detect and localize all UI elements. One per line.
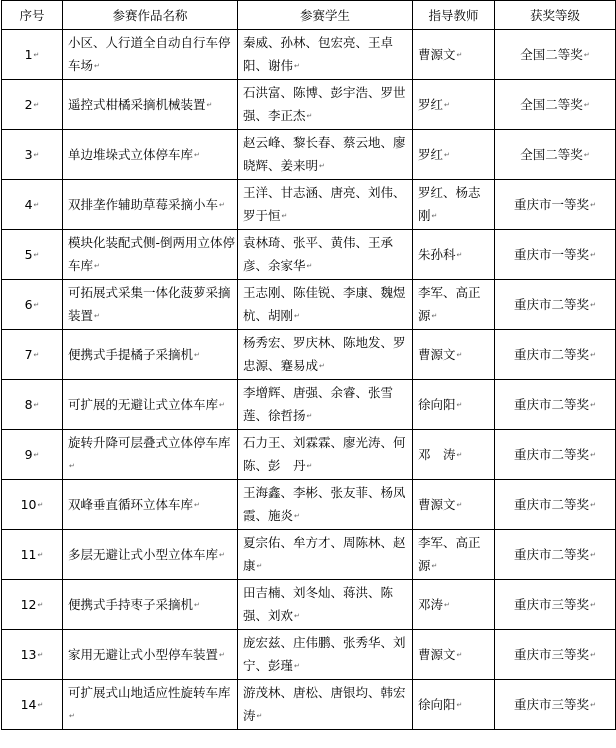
cell-index-text: 1 <box>24 46 33 62</box>
paragraph-mark-icon: ↵ <box>33 400 40 409</box>
cell-students <box>238 130 413 180</box>
paragraph-mark-icon: ↵ <box>33 450 40 459</box>
cell-name <box>63 630 238 680</box>
paragraph-mark-icon: ↵ <box>590 250 596 259</box>
cell-students <box>238 480 413 530</box>
header-index: 序号 <box>2 1 63 30</box>
cell-prize <box>495 80 616 130</box>
cell-name <box>63 380 238 430</box>
paragraph-mark-icon: ↵ <box>94 62 100 70</box>
cell-teacher-text: 罗红 <box>418 146 444 162</box>
paragraph-mark-icon: ↵ <box>33 250 40 259</box>
cell-name-text: 模块化装配式侧-倒两用立体停车库 <box>68 235 236 273</box>
cell-index-text: 14 <box>20 696 37 712</box>
cell-students-text: 秦威、孙林、包宏亮、王卓阳、谢伟 <box>243 35 394 73</box>
cell-prize <box>495 630 616 680</box>
cell-index-text: 2 <box>24 96 33 112</box>
paragraph-mark-icon: ↵ <box>456 400 463 409</box>
cell-prize-text: 重庆市三等奖 <box>514 646 590 662</box>
cell-teacher-text: 罗红、杨志刚 <box>418 185 481 223</box>
cell-index-text: 8 <box>24 396 33 412</box>
paragraph-mark-icon: ↵ <box>219 200 225 209</box>
paragraph-mark-icon: ↵ <box>583 150 590 159</box>
cell-students <box>238 330 413 380</box>
table-row <box>2 330 616 380</box>
paragraph-mark-icon: ↵ <box>219 400 225 409</box>
paragraph-mark-icon: ↵ <box>33 50 40 59</box>
table-row <box>2 680 616 730</box>
paragraph-mark-icon: ↵ <box>256 562 263 570</box>
table-row <box>2 380 616 430</box>
paragraph-mark-icon: ↵ <box>306 112 313 120</box>
paragraph-mark-icon: ↵ <box>431 312 438 320</box>
cell-students-text: 李增辉、唐强、余睿、张雪莲、徐哲扬 <box>243 385 394 423</box>
cell-index <box>2 680 63 730</box>
paragraph-mark-icon: ↵ <box>294 512 300 520</box>
cell-name <box>63 280 238 330</box>
cell-name <box>63 330 238 380</box>
cell-index-text: 11 <box>20 546 37 562</box>
cell-students <box>238 230 413 280</box>
cell-index <box>2 380 63 430</box>
cell-students <box>238 80 413 130</box>
cell-prize-text: 全国二等奖 <box>520 146 583 162</box>
cell-prize <box>495 330 616 380</box>
paragraph-mark-icon: ↵ <box>590 550 596 559</box>
paragraph-mark-icon: ↵ <box>294 62 300 70</box>
paragraph-mark-icon: ↵ <box>590 450 596 459</box>
cell-prize <box>495 180 616 230</box>
cell-index <box>2 480 63 530</box>
cell-students <box>238 180 413 230</box>
paragraph-mark-icon: ↵ <box>37 700 44 709</box>
paragraph-mark-icon: ↵ <box>583 50 590 59</box>
cell-name <box>63 430 238 480</box>
table-row <box>2 530 616 580</box>
header-name: 参赛作品名称 <box>63 1 238 30</box>
cell-name <box>63 80 238 130</box>
paragraph-mark-icon: ↵ <box>431 562 438 570</box>
cell-index-text: 13 <box>20 646 37 662</box>
cell-teacher-text: 罗红 <box>418 96 444 112</box>
cell-teacher <box>413 180 495 230</box>
paragraph-mark-icon: ↵ <box>294 662 300 670</box>
cell-teacher <box>413 680 495 730</box>
cell-prize-text: 全国二等奖 <box>520 46 583 62</box>
cell-teacher-text: 徐向阳 <box>418 696 456 712</box>
header-row <box>2 1 616 30</box>
cell-prize-text: 重庆市二等奖 <box>514 446 590 462</box>
cell-students <box>238 380 413 430</box>
cell-students-text: 夏宗佑、牟方才、周陈林、赵康 <box>243 535 406 573</box>
cell-index <box>2 230 63 280</box>
table-row <box>2 80 616 130</box>
paragraph-mark-icon: ↵ <box>69 712 75 720</box>
cell-students-text: 王海鑫、李彬、张友菲、杨凤霞、施炎 <box>243 485 406 523</box>
paragraph-mark-icon: ↵ <box>219 650 225 659</box>
cell-students <box>238 630 413 680</box>
cell-name-text: 遥控式柑橘采摘机械装置 <box>68 96 206 112</box>
paragraph-mark-icon: ↵ <box>194 600 200 609</box>
cell-prize-text: 重庆市二等奖 <box>514 346 590 362</box>
cell-name <box>63 230 238 280</box>
table-row <box>2 630 616 680</box>
cell-prize-text: 重庆市三等奖 <box>514 696 590 712</box>
paragraph-mark-icon: ↵ <box>33 350 40 359</box>
cell-teacher <box>413 230 495 280</box>
paragraph-mark-icon: ↵ <box>194 350 200 359</box>
paragraph-mark-icon: ↵ <box>37 500 44 509</box>
cell-index <box>2 580 63 630</box>
paragraph-mark-icon: ↵ <box>194 150 200 159</box>
table-row <box>2 30 616 80</box>
paragraph-mark-icon: ↵ <box>306 462 313 470</box>
cell-prize-text: 重庆市二等奖 <box>514 496 590 512</box>
cell-prize-text: 重庆市一等奖 <box>514 246 590 262</box>
cell-prize-text: 重庆市三等奖 <box>514 596 590 612</box>
cell-prize-text: 重庆市二等奖 <box>514 396 590 412</box>
cell-prize <box>495 680 616 730</box>
cell-students <box>238 680 413 730</box>
cell-teacher <box>413 280 495 330</box>
cell-students-text: 石力王、刘霖霖、廖光涛、何 陈、彭 丹 <box>243 435 419 473</box>
cell-index-text: 10 <box>20 496 37 512</box>
awards-table <box>1 0 616 730</box>
cell-students-text: 田吉楠、刘冬灿、蒋洪、陈强、刘欢 <box>243 585 394 623</box>
cell-students <box>238 280 413 330</box>
cell-prize-text: 重庆市二等奖 <box>514 296 590 312</box>
paragraph-mark-icon: ↵ <box>590 700 596 709</box>
cell-students <box>238 30 413 80</box>
paragraph-mark-icon: ↵ <box>444 600 450 609</box>
cell-name-text: 多层无避让式小型立体车库 <box>68 546 219 562</box>
header-prize: 获奖等级 <box>495 1 616 30</box>
paragraph-mark-icon: ↵ <box>590 300 596 309</box>
paragraph-mark-icon: ↵ <box>281 212 288 220</box>
paragraph-mark-icon: ↵ <box>319 362 325 370</box>
cell-students-text: 游茂林、唐松、唐银均、韩宏涛 <box>243 685 406 723</box>
cell-name <box>63 130 238 180</box>
cell-teacher <box>413 580 495 630</box>
cell-teacher-text: 曹源文 <box>418 346 456 362</box>
paragraph-mark-icon: ↵ <box>590 650 596 659</box>
cell-teacher <box>413 530 495 580</box>
cell-name-text: 可拓展式采集一体化菠萝采摘装置 <box>68 285 231 323</box>
paragraph-mark-icon: ↵ <box>583 100 590 109</box>
cell-index-text: 7 <box>24 346 33 362</box>
cell-index <box>2 630 63 680</box>
paragraph-mark-icon: ↵ <box>306 262 313 270</box>
cell-students-text: 庞宏兹、庄伟鹏、张秀华、刘宁、彭瑾 <box>243 635 406 673</box>
paragraph-mark-icon: ↵ <box>456 650 463 659</box>
cell-teacher <box>413 30 495 80</box>
cell-students <box>238 580 413 630</box>
table-row <box>2 130 616 180</box>
cell-students-text: 王洋、甘志涵、唐亮、刘伟、罗于恒 <box>243 185 406 223</box>
paragraph-mark-icon: ↵ <box>194 500 200 509</box>
cell-index-text: 6 <box>24 296 33 312</box>
paragraph-mark-icon: ↵ <box>219 550 225 559</box>
cell-students-text: 袁林琦、张平、黄伟、王承彦、余家华 <box>243 235 394 273</box>
cell-teacher-text: 徐向阳 <box>418 396 456 412</box>
paragraph-mark-icon: ↵ <box>69 462 75 470</box>
cell-teacher <box>413 430 495 480</box>
cell-prize <box>495 380 616 430</box>
paragraph-mark-icon: ↵ <box>94 262 100 270</box>
cell-name-text: 小区、人行道全自动自行车停车场 <box>68 35 231 73</box>
cell-index <box>2 80 63 130</box>
cell-prize <box>495 130 616 180</box>
paragraph-mark-icon: ↵ <box>256 712 263 720</box>
cell-name-text: 便携式手提橘子采摘机 <box>68 346 194 362</box>
cell-index <box>2 530 63 580</box>
paragraph-mark-icon: ↵ <box>590 350 596 359</box>
paragraph-mark-icon: ↵ <box>456 450 463 459</box>
header-students: 参赛学生 <box>238 1 413 30</box>
cell-prize <box>495 280 616 330</box>
cell-teacher <box>413 630 495 680</box>
cell-teacher-text: 邓涛 <box>418 596 444 612</box>
table-row <box>2 580 616 630</box>
cell-students-text: 赵云峰、黎长春、蔡云地、廖晓辉、姜来明 <box>243 135 406 173</box>
table-row <box>2 180 616 230</box>
cell-teacher <box>413 380 495 430</box>
paragraph-mark-icon: ↵ <box>456 250 463 259</box>
paragraph-mark-icon: ↵ <box>590 600 596 609</box>
paragraph-mark-icon: ↵ <box>94 312 100 320</box>
cell-name <box>63 180 238 230</box>
cell-index <box>2 330 63 380</box>
cell-name-text: 旋转升降可层叠式立体停车库 <box>68 435 231 450</box>
cell-teacher-text: 李军、高正源 <box>418 535 481 573</box>
cell-name-text: 双排垄作辅助草莓采摘小车 <box>68 196 219 212</box>
cell-prize-text: 全国二等奖 <box>520 96 583 112</box>
cell-name <box>63 680 238 730</box>
paragraph-mark-icon: ↵ <box>590 400 596 409</box>
cell-index-text: 12 <box>20 596 37 612</box>
paragraph-mark-icon: ↵ <box>33 300 40 309</box>
cell-prize-text: 重庆市一等奖 <box>514 196 590 212</box>
cell-name <box>63 530 238 580</box>
table-row <box>2 430 616 480</box>
paragraph-mark-icon: ↵ <box>33 200 40 209</box>
paragraph-mark-icon: ↵ <box>456 350 463 359</box>
cell-name-text: 家用无避让式小型停车装置 <box>68 646 219 662</box>
cell-prize <box>495 480 616 530</box>
table-row <box>2 280 616 330</box>
cell-teacher-text: 曹源文 <box>418 496 456 512</box>
paragraph-mark-icon: ↵ <box>33 150 40 159</box>
cell-teacher-text: 曹源文 <box>418 646 456 662</box>
paragraph-mark-icon: ↵ <box>590 500 596 509</box>
cell-prize <box>495 230 616 280</box>
cell-index-text: 4 <box>24 196 33 212</box>
cell-teacher-text: 曹源文 <box>418 46 456 62</box>
cell-name <box>63 580 238 630</box>
cell-index <box>2 130 63 180</box>
cell-index-text: 3 <box>24 146 33 162</box>
header-teacher: 指导教师 <box>413 1 495 30</box>
cell-prize <box>495 580 616 630</box>
cell-teacher <box>413 480 495 530</box>
cell-name <box>63 480 238 530</box>
paragraph-mark-icon: ↵ <box>456 500 463 509</box>
cell-teacher <box>413 330 495 380</box>
cell-index <box>2 430 63 480</box>
cell-index-text: 5 <box>24 246 33 262</box>
paragraph-mark-icon: ↵ <box>33 100 40 109</box>
paragraph-mark-icon: ↵ <box>294 612 300 620</box>
table-row <box>2 480 616 530</box>
paragraph-mark-icon: ↵ <box>456 700 463 709</box>
cell-students-text: 王志刚、陈佳锐、李康、魏煜杭、胡刚 <box>243 285 406 323</box>
cell-index <box>2 180 63 230</box>
cell-teacher-text: 邓 涛 <box>418 446 456 462</box>
paragraph-mark-icon: ↵ <box>444 150 450 159</box>
paragraph-mark-icon: ↵ <box>431 212 438 220</box>
cell-prize <box>495 30 616 80</box>
cell-name-text: 便携式手持枣子采摘机 <box>68 596 194 612</box>
cell-name-text: 可扩展式山地适应性旋转车库 <box>68 685 231 700</box>
cell-name-text: 双峰垂直循环立体车库 <box>68 496 194 512</box>
paragraph-mark-icon: ↵ <box>206 100 213 109</box>
cell-prize-text: 重庆市二等奖 <box>514 546 590 562</box>
cell-name <box>63 30 238 80</box>
cell-students-text: 石洪富、陈博、彭宇浩、罗世强、李正杰 <box>243 85 406 123</box>
paragraph-mark-icon: ↵ <box>319 162 325 170</box>
cell-name-text: 单边堆垛式立体停车库 <box>68 146 194 162</box>
cell-teacher-text: 朱孙科 <box>418 246 456 262</box>
cell-students <box>238 530 413 580</box>
cell-students <box>238 430 419 480</box>
cell-teacher-text: 李军、高正源 <box>418 285 481 323</box>
paragraph-mark-icon: ↵ <box>444 100 450 109</box>
paragraph-mark-icon: ↵ <box>306 412 313 420</box>
cell-students-text: 杨秀宏、罗庆林、陈地发、罗忠源、蹇易成 <box>243 335 406 373</box>
paragraph-mark-icon: ↵ <box>37 600 44 609</box>
cell-index <box>2 30 63 80</box>
cell-index <box>2 280 63 330</box>
cell-prize <box>495 430 616 480</box>
paragraph-mark-icon: ↵ <box>590 200 596 209</box>
cell-prize <box>495 530 616 580</box>
paragraph-mark-icon: ↵ <box>37 550 44 559</box>
cell-index-text: 9 <box>24 446 33 462</box>
paragraph-mark-icon: ↵ <box>456 50 463 59</box>
cell-teacher <box>413 130 495 180</box>
cell-name-text: 可扩展的无避让式立体车库 <box>68 396 219 412</box>
table-row <box>2 230 616 280</box>
paragraph-mark-icon: ↵ <box>294 312 300 320</box>
paragraph-mark-icon: ↵ <box>37 650 44 659</box>
cell-teacher <box>413 80 495 130</box>
